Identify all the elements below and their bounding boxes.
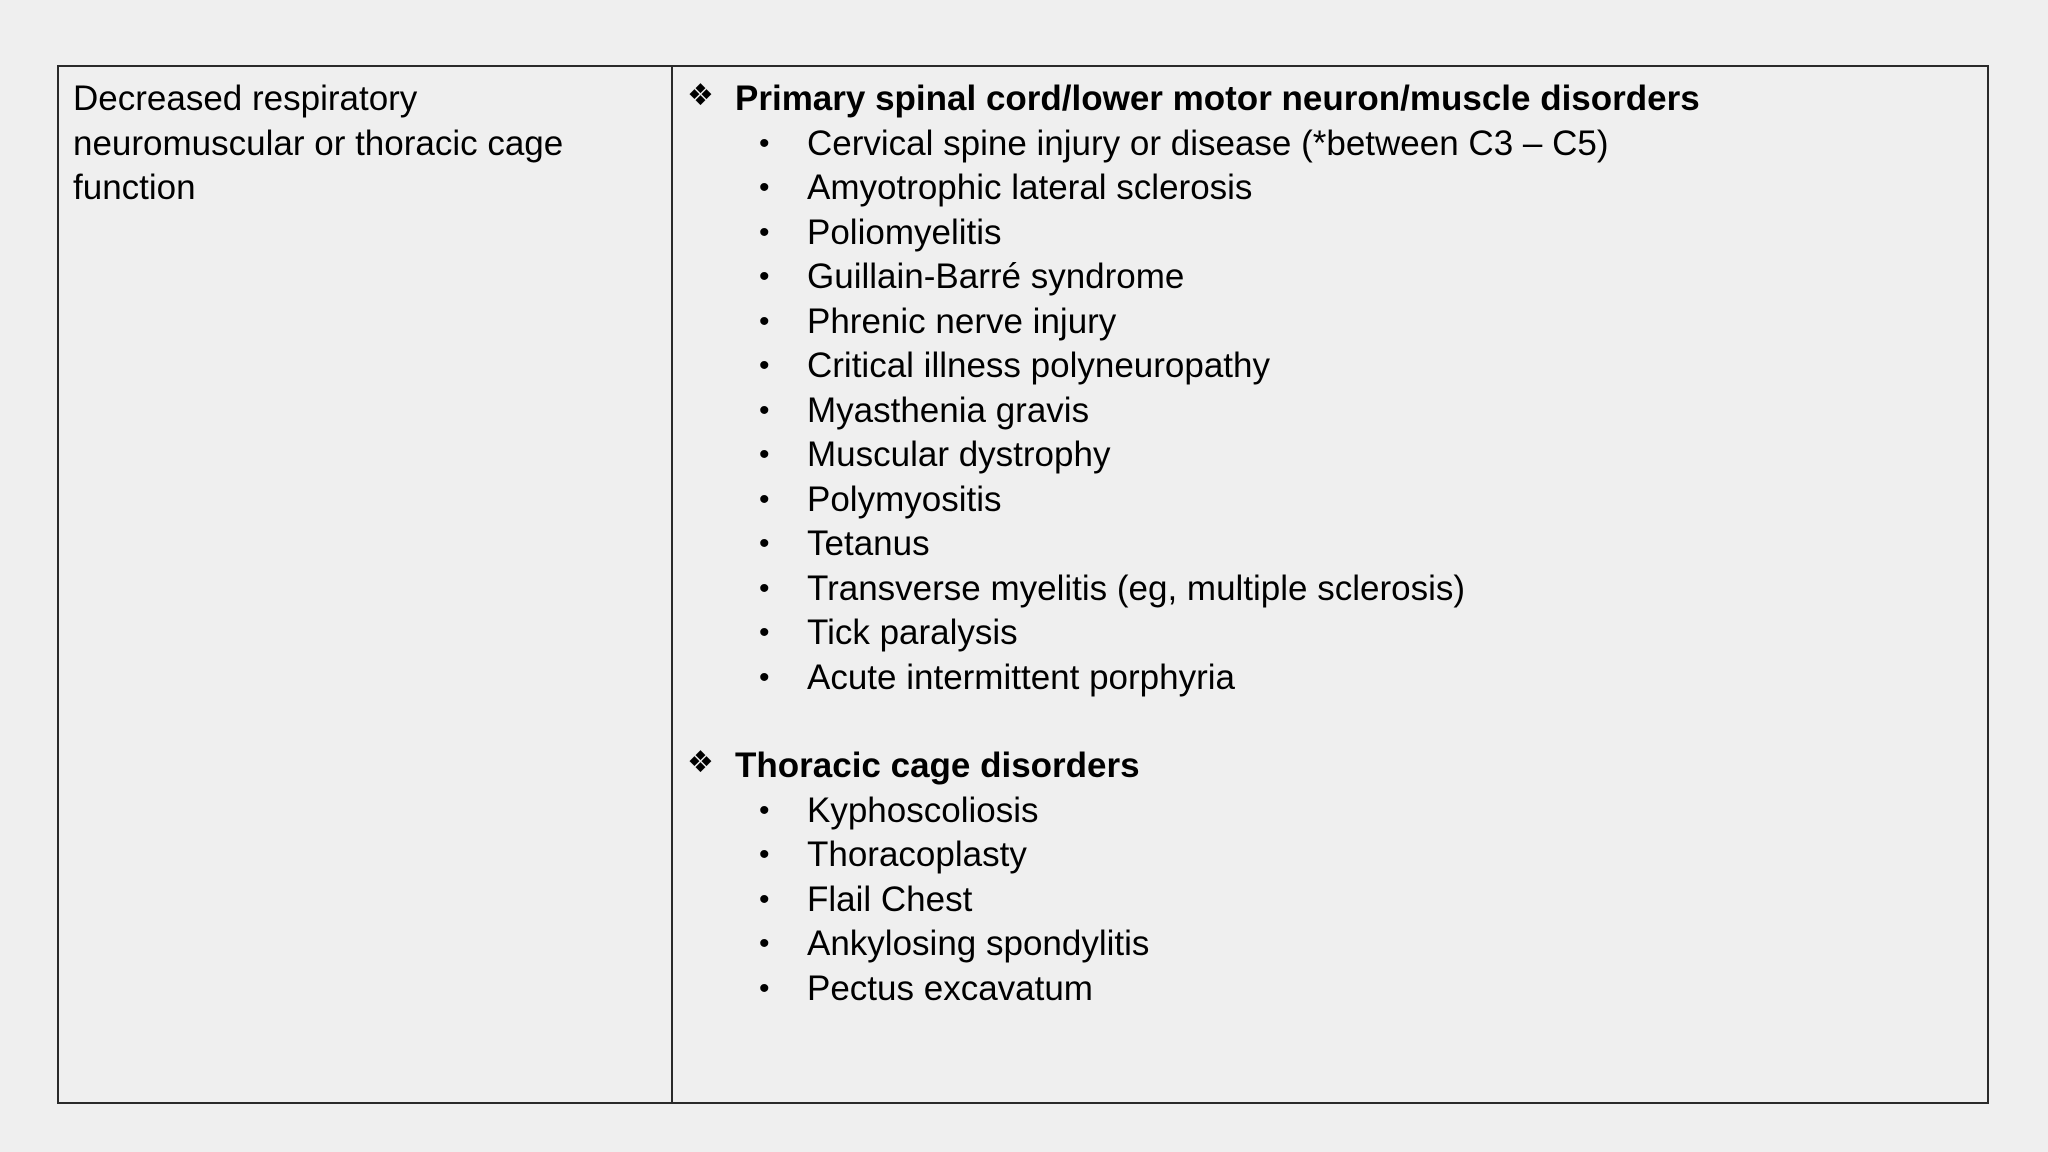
list-item <box>687 166 1973 211</box>
causes-cell <box>673 67 1987 1102</box>
list-item-text: Tetanus <box>807 524 930 563</box>
list-item <box>687 656 1973 701</box>
list-item-text: Muscular dystrophy <box>807 435 1111 474</box>
list-item-text: Poliomyelitis <box>807 212 1002 252</box>
list-item-text: Myasthenia gravis <box>807 390 1090 430</box>
spinal-disorders-list <box>687 122 1973 701</box>
list-item <box>687 878 1973 923</box>
list-item <box>687 389 1973 434</box>
section-heading <box>687 744 1973 789</box>
list-item-text: Polymyositis <box>807 479 1002 519</box>
bullet-icon: • <box>759 971 770 1005</box>
four-diamond-icon: ❖ <box>687 79 714 112</box>
list-item <box>687 211 1973 256</box>
bullet-icon: • <box>759 616 770 649</box>
bullet-icon: • <box>759 838 770 871</box>
bullet-icon: • <box>759 527 770 560</box>
list-item <box>687 122 1973 167</box>
content-table <box>57 65 1989 1104</box>
bullet-icon: • <box>759 260 770 293</box>
list-item <box>687 922 1973 967</box>
condition-line: neuromuscular or thoracic cage <box>73 123 564 163</box>
condition-line: Decreased respiratory <box>73 79 418 118</box>
list-item-text: Flail Chest <box>807 879 973 919</box>
section-heading-text: Thoracic cage disorders <box>735 746 1140 785</box>
thoracic-disorders-list <box>687 789 1973 1012</box>
list-item-text: Acute intermittent porphyria <box>807 657 1235 697</box>
bullet-icon: • <box>759 793 770 827</box>
bullet-icon: • <box>759 660 770 694</box>
section-heading-text: Primary spinal cord/lower motor neuron/muscle disorders <box>735 79 1700 118</box>
bullet-icon: • <box>759 482 770 516</box>
list-item <box>687 567 1973 612</box>
list-item <box>687 967 1973 1012</box>
list-item-text: Tick paralysis <box>807 613 1018 652</box>
condition-line: function <box>73 168 196 207</box>
section-thoracic-cage-disorders <box>687 744 1973 1011</box>
list-item-text: Thoracoplasty <box>807 835 1027 874</box>
bullet-icon: • <box>759 882 770 916</box>
list-item-text: Amyotrophic lateral sclerosis <box>807 168 1253 207</box>
bullet-icon: • <box>759 171 770 204</box>
bullet-icon: • <box>759 349 770 382</box>
list-item-text: Kyphoscoliosis <box>807 790 1039 830</box>
list-item <box>687 300 1973 345</box>
section-spinal-disorders <box>687 77 1973 700</box>
list-item-text: Phrenic nerve injury <box>807 301 1117 341</box>
section-heading <box>687 77 1973 122</box>
bullet-icon: • <box>759 393 770 427</box>
list-item <box>687 522 1973 567</box>
list-item <box>687 611 1973 656</box>
list-item <box>687 433 1973 478</box>
bullet-icon: • <box>759 126 770 160</box>
condition-text <box>73 77 657 211</box>
list-item-text: Guillain-Barré syndrome <box>807 257 1185 296</box>
list-item-text: Critical illness polyneuropathy <box>807 346 1270 385</box>
bullet-icon: • <box>759 304 770 338</box>
list-item-text: Cervical spine injury or disease (*between C3 – C5) <box>807 123 1609 163</box>
bullet-icon: • <box>759 215 770 249</box>
list-item-text: Transverse myelitis (eg, multiple sclerosis) <box>807 568 1466 608</box>
list-item <box>687 478 1973 523</box>
list-item-text: Ankylosing spondylitis <box>807 924 1150 963</box>
list-item <box>687 833 1973 878</box>
bullet-icon: • <box>759 927 770 960</box>
list-item <box>687 789 1973 834</box>
bullet-icon: • <box>759 438 770 471</box>
four-diamond-icon: ❖ <box>687 746 714 779</box>
list-item <box>687 255 1973 300</box>
list-item <box>687 344 1973 389</box>
condition-cell <box>59 67 673 1102</box>
bullet-icon: • <box>759 571 770 605</box>
list-item-text: Pectus excavatum <box>807 968 1093 1008</box>
